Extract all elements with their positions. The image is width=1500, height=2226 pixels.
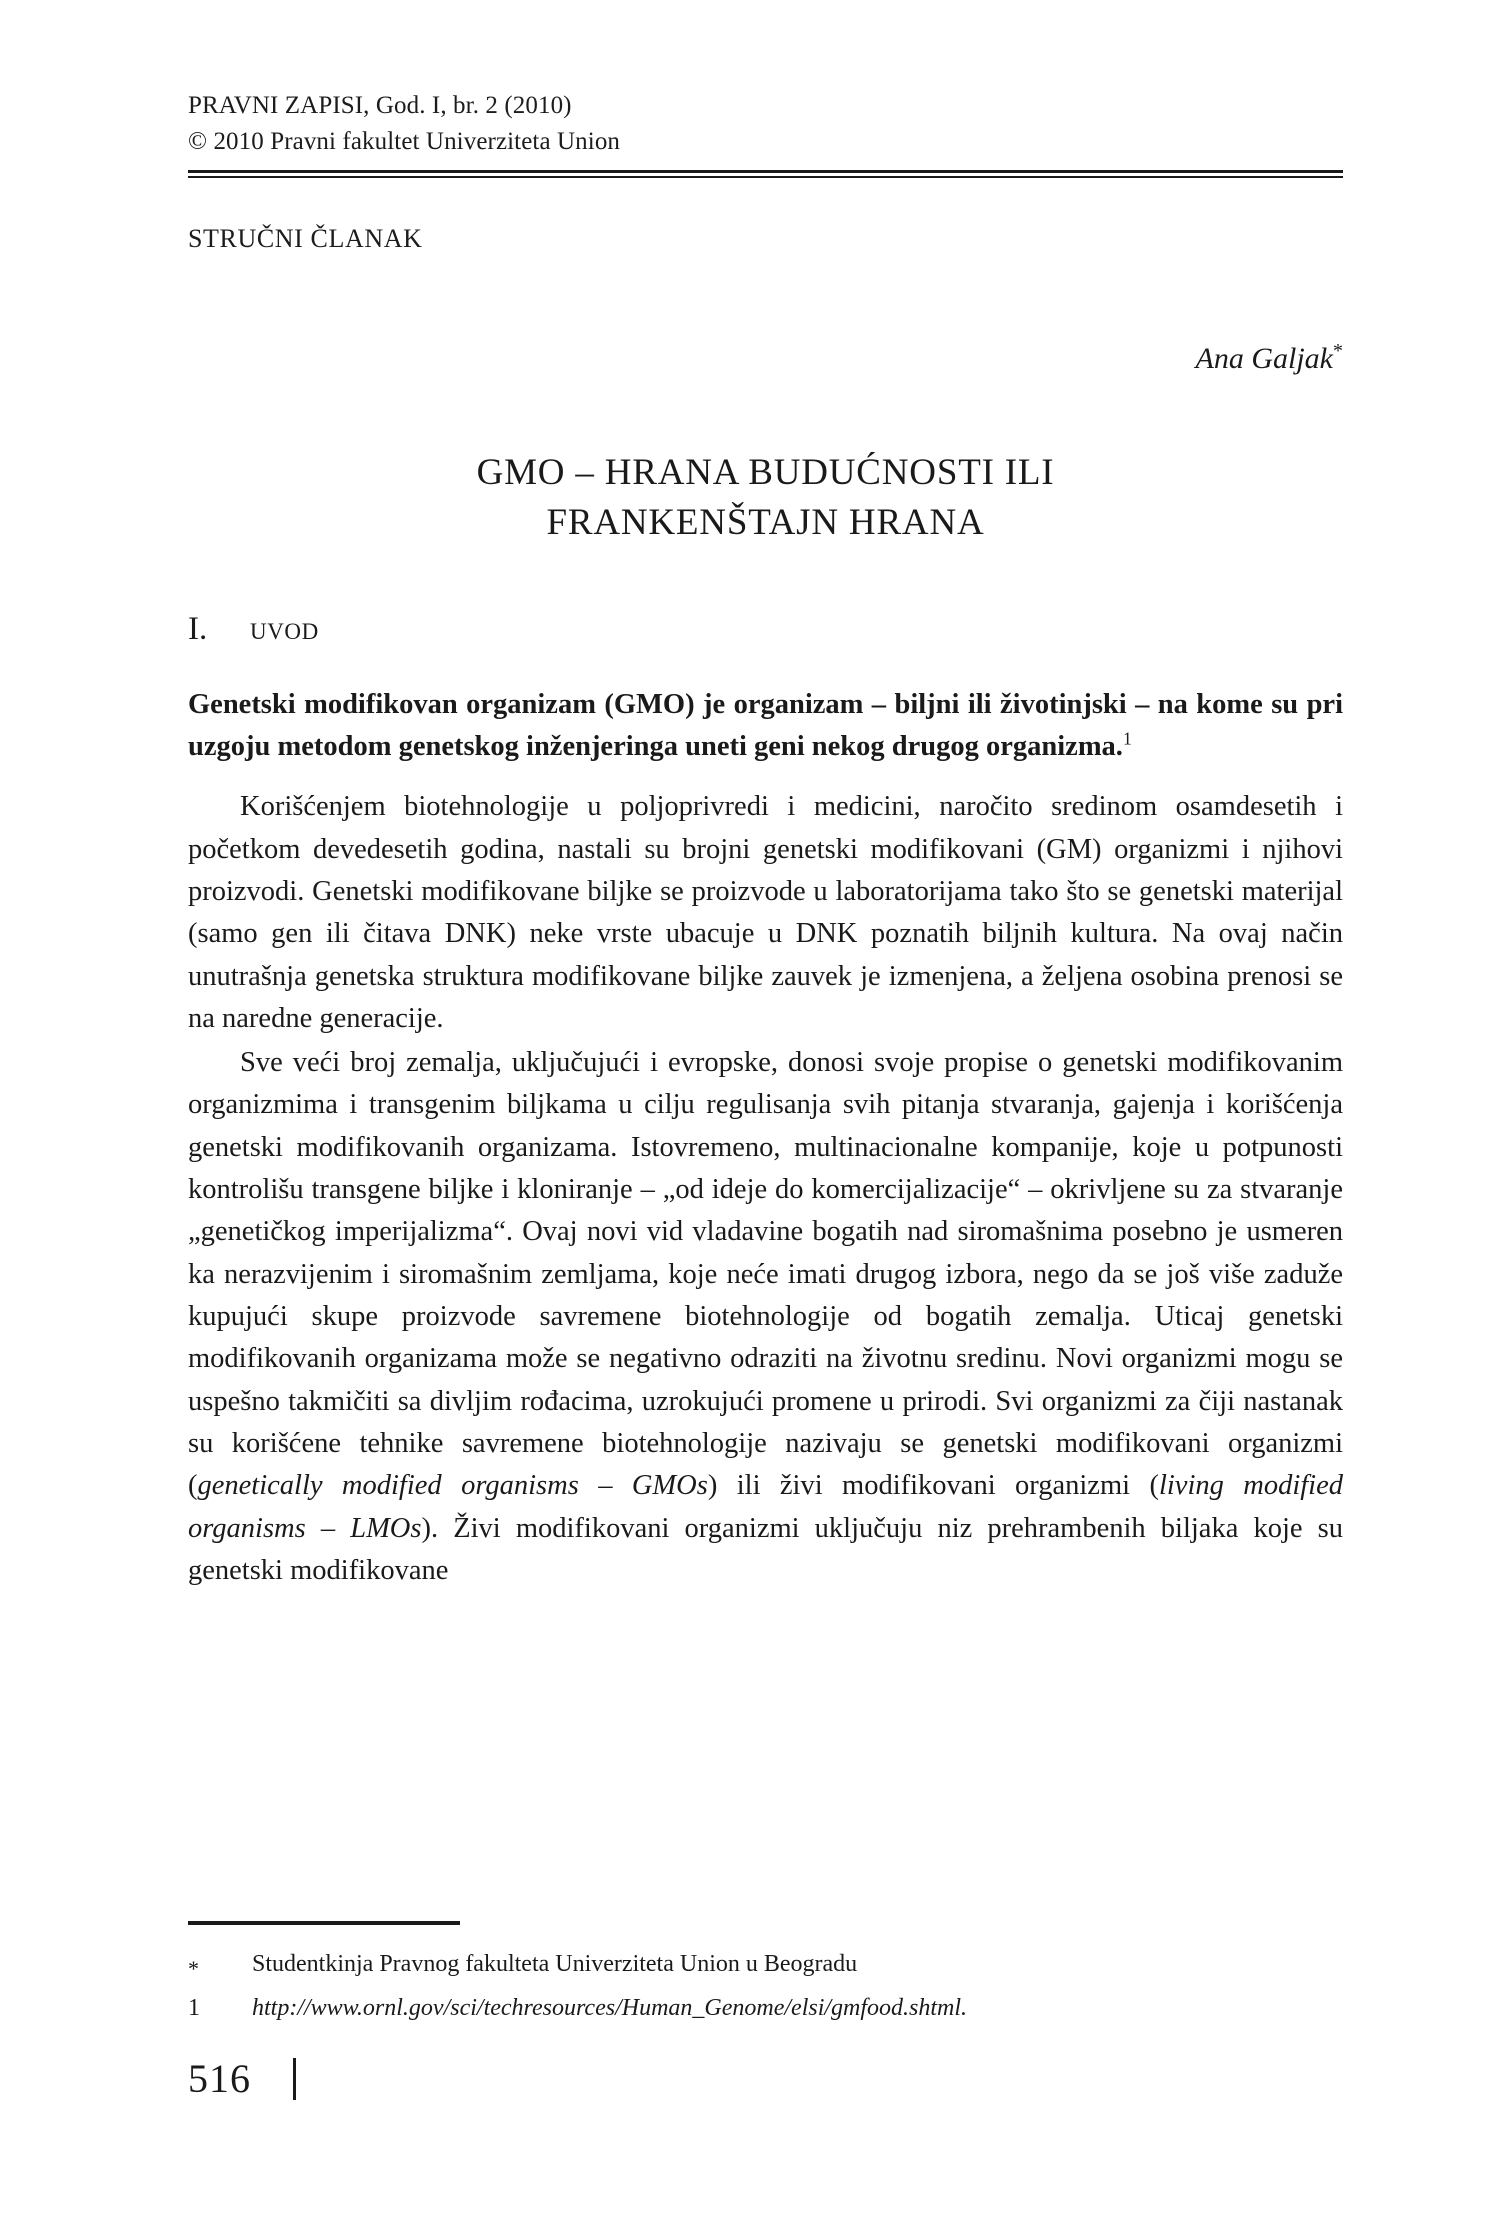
running-head-line-1: PRAVNI ZAPISI, God. I, br. 2 (2010) bbox=[188, 92, 572, 119]
body-paragraph-1: Korišćenjem biotehnologije u poljoprivredi i medicini, naročito sredinom osamdesetih i početkom devedesetih godina, nastali su brojni genetski modifikovani (GM) organizmi i njihovi proizvodi. Genetski modifikovane biljke se proizvode u laboratorijama tako što se genetski materijal (samo gen ili čitava DNK) neke vrste ubacuje u DNK poznatih biljnih kultura. Na ovaj način unutrašnja genetska struktura modifikovane biljke zauvek je izmenjena, a željena osobina prenosi se na naredne generacije. bbox=[188, 791, 1343, 1034]
lead-paragraph bbox=[188, 684, 1343, 769]
footnote-marker: * bbox=[188, 1956, 199, 1981]
footnotes-section bbox=[188, 1921, 1343, 2032]
section-label: uvod bbox=[250, 610, 319, 647]
author-byline bbox=[188, 340, 1343, 376]
section-number: I. bbox=[188, 610, 208, 647]
article-title bbox=[188, 448, 1343, 549]
article-title-line-2: FRANKENŠTAJN HRANA bbox=[546, 502, 985, 544]
page-content bbox=[188, 88, 1343, 1592]
footnote-item bbox=[188, 1991, 1343, 2026]
body-paragraph-2-part-c: ). Živi modifikovani organizmi uključuju niz prehrambenih biljaka koje su genetski modifikovane bbox=[188, 1512, 1344, 1586]
lead-paragraph-text: Genetski modifikovan organizam (GMO) je organizam – biljni ili životinjski – na kome su pri uzgoju metodom genetskog inženjeringa uneti geni nekog drugog organizma. bbox=[188, 688, 1343, 762]
body-paragraph-2-italic-2: living modified organisms – LMOs bbox=[188, 1470, 1343, 1544]
section-heading-uvod bbox=[188, 611, 1343, 648]
author-footnote-marker: * bbox=[1333, 340, 1343, 362]
footnote-text: Studentkinja Pravnog fakulteta Univerziteta Union u Beogradu bbox=[252, 1951, 858, 1977]
footnote-text: http://www.ornl.gov/sci/techresources/Human_Genome/elsi/gmfood.shtml. bbox=[252, 1995, 968, 2022]
body-paragraph-2-part-b: ) ili živi modifikovani organizmi ( bbox=[707, 1470, 1159, 1502]
article-title-line-1: GMO – HRANA BUDUĆNOSTI ILI bbox=[476, 452, 1055, 493]
page-folio bbox=[188, 2055, 296, 2102]
header-divider-rule bbox=[188, 170, 1343, 178]
body-paragraph-2-italic-1: genetically modified organisms – GMOs bbox=[197, 1470, 708, 1502]
article-type-label: STRUČNI ČLANAK bbox=[188, 224, 423, 253]
page-number: 516 bbox=[188, 2056, 251, 2101]
footnote-marker: 1 bbox=[188, 1995, 200, 2022]
footnote-ref-1: 1 bbox=[1122, 728, 1132, 749]
body-paragraph-2 bbox=[188, 1042, 1343, 1592]
running-head bbox=[188, 88, 1343, 159]
footnote-item bbox=[188, 1947, 1343, 1985]
body-paragraph-2-part-a: Sve veći broj zemalja, uključujući i evropske, donosi svoje propise o genetski modifikovanim organizmima i transgenim biljkama u cilju regulisanja svih pitanja stvaranja, gajenja i korišćenja genetski modifikovanih organizama. Istovremeno, multinacionalne kompanije, koje u potpunosti kontrolišu transgene biljke i kloniranje – „od ideje do komercijalizacije“ – okrivljene su za stvaranje „genetičkog imperijalizma“. Ovaj novi vid vladavine bogatih nad siromašnima posebno je usmeren ka nerazvijenim i siromašnim zemljama, koje neće imati drugog izbora, nego da se još više zaduže kupujući skupe proizvode savremene biotehnologije od bogatih zemalja. Uticaj genetski modifikovanih organizama može se negativno odraziti na životnu sredinu. Novi organizmi mogu se uspešno takmičiti sa divljim rođacima, uzrokujući promene u prirodi. Svi organizmi za čiji nastanak su korišćene tehnike savremene biotehnologije nazivaju se genetski modifikovani organizmi ( bbox=[188, 1047, 1343, 1502]
running-head-line-2: © 2010 Pravni fakultet Univerziteta Union bbox=[188, 127, 621, 155]
author-name: Ana Galjak bbox=[1195, 342, 1333, 375]
footnote-separator-rule bbox=[188, 1921, 460, 1925]
folio-divider-bar bbox=[293, 2058, 296, 2100]
